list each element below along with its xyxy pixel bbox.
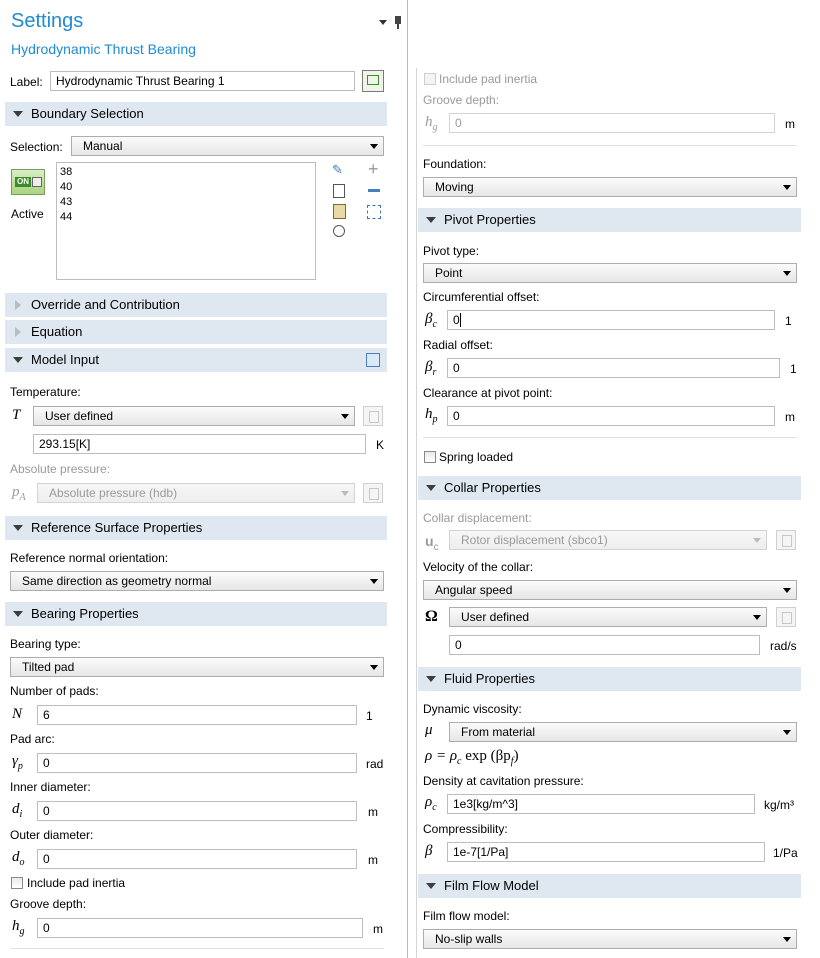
radial-offset-caption: Radial offset: [423, 338, 493, 352]
temperature-symbol: T [12, 407, 21, 423]
symbol-sub: c [432, 319, 437, 330]
section-model-input[interactable] [5, 348, 387, 372]
equation-end: ) [513, 748, 519, 764]
section-title: Equation [31, 324, 83, 339]
symbol-base: h [12, 918, 20, 934]
chevron-down-icon [783, 185, 791, 190]
panel-menu-icon[interactable] [379, 20, 387, 25]
circ-offset-input[interactable]: 0 [447, 310, 775, 330]
compressibility-symbol: β [425, 843, 433, 859]
symbol-sub: c [433, 541, 439, 553]
collar-disp-caption: Collar displacement: [423, 511, 532, 525]
left-settings-panel [0, 0, 408, 958]
clearance-symbol [425, 406, 438, 425]
collapsed-arrow-icon [15, 327, 21, 337]
section-title: Collar Properties [444, 480, 541, 495]
edit-icon[interactable] [366, 353, 380, 367]
symbol-sub: o [19, 857, 25, 868]
abs-pressure-link-button [363, 483, 383, 503]
include-pad-inertia-label-disabled: Include pad inertia [439, 72, 538, 86]
selection-value: Manual [83, 139, 123, 153]
outer-input[interactable]: 0 [37, 849, 357, 869]
clearance-caption: Clearance at pivot point: [423, 386, 553, 400]
inner-unit: m [368, 805, 378, 819]
orientation-caption: Reference normal orientation: [10, 551, 169, 565]
settings-subtitle: Hydrodynamic Thrust Bearing [11, 41, 196, 57]
paint-selection-icon[interactable]: ✎ [332, 162, 343, 177]
arc-symbol [12, 753, 23, 772]
compressibility-caption: Compressibility: [423, 822, 508, 836]
symbol-sub: c [432, 802, 437, 813]
section-film-flow-model[interactable] [418, 874, 801, 898]
expand-arrow-icon [426, 485, 436, 491]
circ-offset-symbol [425, 311, 437, 330]
viscosity-caption: Dynamic viscosity: [423, 702, 522, 716]
include-pad-inertia-checkbox[interactable] [11, 877, 23, 889]
selection-caption: Selection: [10, 140, 63, 154]
expand-arrow-icon [13, 611, 23, 617]
radial-offset-symbol [425, 359, 436, 378]
pads-input[interactable]: 6 [37, 705, 357, 725]
chevron-down-icon [341, 414, 349, 419]
symbol-base: d [12, 801, 20, 817]
density-unit: kg/m³ [764, 798, 794, 812]
chevron-down-icon [783, 271, 791, 276]
collar-velocity-value: Angular speed [435, 583, 513, 597]
copy-icon[interactable] [333, 184, 345, 198]
omega-symbol: Ω [425, 608, 438, 625]
equation-mid: exp (βp [461, 748, 511, 764]
section-fluid-properties[interactable] [418, 667, 801, 691]
groove-caption: Groove depth: [10, 897, 87, 911]
symbol-base: β [425, 311, 433, 327]
chevron-down-icon [370, 144, 378, 149]
note-icon-inner [367, 75, 379, 85]
symbol-base: γ [12, 753, 18, 769]
section-title: Film Flow Model [444, 878, 539, 893]
pivot-type-value: Point [435, 266, 463, 280]
groove-caption-disabled: Groove depth: [423, 93, 500, 107]
collar-disp-link-button [776, 530, 796, 550]
inner-caption: Inner diameter: [10, 780, 91, 794]
collar-velocity-caption: Velocity of the collar: [423, 560, 534, 574]
symbol-base: p [12, 484, 20, 500]
foundation-value: Moving [435, 180, 474, 194]
equation-sub: c [457, 756, 462, 767]
temperature-unit: K [376, 438, 385, 452]
foundation-caption: Foundation: [423, 157, 487, 171]
expand-arrow-icon [426, 217, 436, 223]
label-input[interactable]: Hydrodynamic Thrust Bearing 1 [50, 71, 355, 91]
settings-title: Settings [11, 10, 84, 32]
chevron-down-icon [783, 937, 791, 942]
pivot-type-dropdown[interactable] [423, 263, 797, 283]
section-title: Reference Surface Properties [31, 520, 203, 535]
circ-offset-unit: 1 [785, 314, 792, 328]
toggle-knob [32, 177, 42, 187]
list-item[interactable]: 40 [60, 181, 73, 193]
symbol-sub: g [432, 122, 438, 133]
divider [10, 948, 384, 949]
temperature-input[interactable]: 293.15[K] [33, 434, 366, 454]
viscosity-dropdown[interactable] [449, 722, 797, 742]
compressibility-input[interactable]: 1e-7[1/Pa] [447, 842, 765, 862]
chevron-down-icon [783, 730, 791, 735]
pads-caption: Number of pads: [10, 684, 99, 698]
density-caption: Density at cavitation pressure: [423, 774, 584, 788]
section-pivot-properties[interactable] [418, 208, 801, 232]
symbol-base: β [425, 359, 433, 375]
viscosity-value: From material [461, 725, 536, 739]
list-item[interactable]: 43 [60, 196, 73, 208]
text-cursor [460, 313, 461, 327]
density-input[interactable]: 1e3[kg/m^3] [447, 794, 755, 814]
omega-input[interactable]: 0 [449, 635, 760, 655]
label-caption: Label: [10, 75, 43, 89]
section-reference-surface[interactable] [5, 516, 387, 540]
bearing-type-caption: Bearing type: [10, 637, 81, 651]
temperature-link-button[interactable] [363, 406, 383, 426]
include-pad-inertia-checkbox-disabled [424, 73, 436, 85]
temperature-mode: User defined [45, 409, 114, 423]
zoom-to-selection-icon[interactable] [333, 225, 345, 237]
foundation-dropdown[interactable] [423, 177, 797, 197]
section-bearing-properties[interactable] [5, 602, 387, 626]
spring-loaded-label: Spring loaded [439, 450, 514, 464]
pads-symbol: N [12, 706, 23, 722]
expand-arrow-icon [13, 111, 23, 117]
active-label: Active [11, 207, 44, 221]
collar-disp-dropdown [449, 530, 767, 550]
chevron-down-icon [341, 491, 349, 496]
clearance-input[interactable]: 0 [447, 406, 775, 426]
collar-velocity-dropdown[interactable] [423, 580, 797, 600]
section-title: Boundary Selection [31, 106, 144, 121]
abs-pressure-value: Absolute pressure (hdb) [49, 486, 178, 500]
chevron-down-icon [370, 665, 378, 670]
radial-offset-input[interactable]: 0 [447, 358, 780, 378]
pin-stem-icon [397, 24, 399, 29]
add-to-selection-icon[interactable]: + [368, 159, 379, 179]
film-model-value: No-slip walls [435, 932, 503, 946]
symbol-base: d [12, 849, 20, 865]
expand-arrow-icon [13, 357, 23, 363]
symbol-sub: A [19, 492, 26, 503]
section-title: Model Input [31, 352, 99, 367]
section-override-contribution[interactable] [5, 293, 387, 317]
abs-pressure-caption: Absolute pressure: [10, 462, 111, 476]
paste-icon[interactable] [333, 204, 346, 219]
outer-unit: m [368, 853, 378, 867]
symbol-base: h [425, 114, 433, 130]
inner-symbol [12, 801, 22, 820]
symbol-base: h [425, 406, 433, 422]
symbol-sub: g [19, 926, 25, 937]
expand-arrow-icon [13, 525, 23, 531]
film-model-caption: Film flow model: [423, 909, 510, 923]
section-title: Bearing Properties [31, 606, 139, 621]
omega-mode-dropdown[interactable] [449, 607, 767, 627]
temperature-caption: Temperature: [10, 385, 81, 399]
collar-disp-symbol [425, 533, 439, 553]
clear-selection-icon[interactable] [367, 205, 381, 219]
symbol-base: ρ [425, 794, 433, 810]
divider [423, 145, 797, 146]
section-collar-properties[interactable] [418, 476, 801, 500]
chevron-down-icon [753, 538, 761, 543]
orientation-dropdown[interactable] [10, 571, 384, 591]
bearing-type-value: Tilted pad [22, 660, 75, 674]
groove-symbol-disabled [425, 114, 438, 133]
radial-offset-unit: 1 [790, 362, 797, 376]
abs-pressure-symbol [12, 484, 26, 503]
omega-unit: rad/s [770, 639, 797, 653]
groove-unit: m [373, 922, 383, 936]
viscosity-symbol: μ [425, 722, 433, 738]
pin-icon[interactable] [395, 16, 401, 24]
arc-unit: rad [366, 757, 384, 771]
groove-input[interactable]: 0 [37, 918, 363, 938]
section-equation[interactable] [5, 320, 387, 344]
clearance-unit: m [785, 410, 795, 424]
selection-list[interactable] [56, 162, 316, 280]
toggle-on-text: ON [17, 177, 29, 186]
include-pad-inertia-label: Include pad inertia [27, 876, 126, 890]
omega-mode-value: User defined [461, 610, 530, 624]
circ-offset-caption: Circumferential offset: [423, 290, 540, 304]
density-equation [425, 748, 519, 767]
arc-caption: Pad arc: [10, 732, 55, 746]
label-note-icon[interactable] [362, 70, 384, 92]
bearing-type-dropdown[interactable] [10, 657, 384, 677]
section-title: Override and Contribution [31, 297, 180, 312]
expand-arrow-icon [426, 676, 436, 682]
pivot-type-caption: Pivot type: [423, 244, 480, 258]
temperature-dropdown[interactable] [33, 406, 355, 426]
outer-symbol [12, 849, 25, 868]
inner-input[interactable]: 0 [37, 801, 357, 821]
section-boundary-selection[interactable] [5, 102, 387, 126]
density-symbol [425, 794, 437, 813]
section-title: Fluid Properties [444, 671, 536, 686]
expand-arrow-icon [426, 883, 436, 889]
omega-link-button [776, 607, 796, 627]
right-settings-panel [416, 68, 820, 958]
groove-symbol [12, 918, 25, 937]
equation-lhs: ρ = ρ [425, 748, 458, 764]
chevron-down-icon [753, 615, 761, 620]
symbol-sub: p [432, 414, 438, 425]
chevron-down-icon [783, 588, 791, 593]
symbol-sub: r [432, 367, 437, 378]
section-title: Pivot Properties [444, 212, 536, 227]
chevron-down-icon [370, 579, 378, 584]
symbol-sub: i [19, 809, 23, 820]
active-toggle[interactable] [11, 169, 45, 195]
equation-sub: f [510, 756, 514, 767]
orientation-value: Same direction as geometry normal [22, 574, 212, 588]
abs-pressure-dropdown [37, 483, 355, 503]
list-item[interactable]: 44 [60, 211, 73, 223]
pads-unit: 1 [366, 709, 373, 723]
groove-unit-disabled: m [785, 117, 795, 131]
selection-dropdown[interactable] [71, 136, 384, 156]
symbol-base: u [425, 533, 434, 549]
remove-from-selection-icon[interactable] [368, 189, 380, 192]
symbol-sub: p [17, 761, 23, 772]
spring-loaded-checkbox[interactable] [424, 451, 436, 463]
divider [423, 437, 797, 438]
collar-disp-value: Rotor displacement (sbco1) [461, 533, 608, 547]
film-model-dropdown[interactable] [423, 929, 797, 949]
collapsed-arrow-icon [15, 300, 21, 310]
groove-input-disabled: 0 [449, 113, 775, 133]
outer-caption: Outer diameter: [10, 828, 94, 842]
list-item[interactable]: 38 [60, 166, 73, 178]
compressibility-unit: 1/Pa [773, 846, 798, 860]
arc-input[interactable]: 0 [37, 753, 357, 773]
